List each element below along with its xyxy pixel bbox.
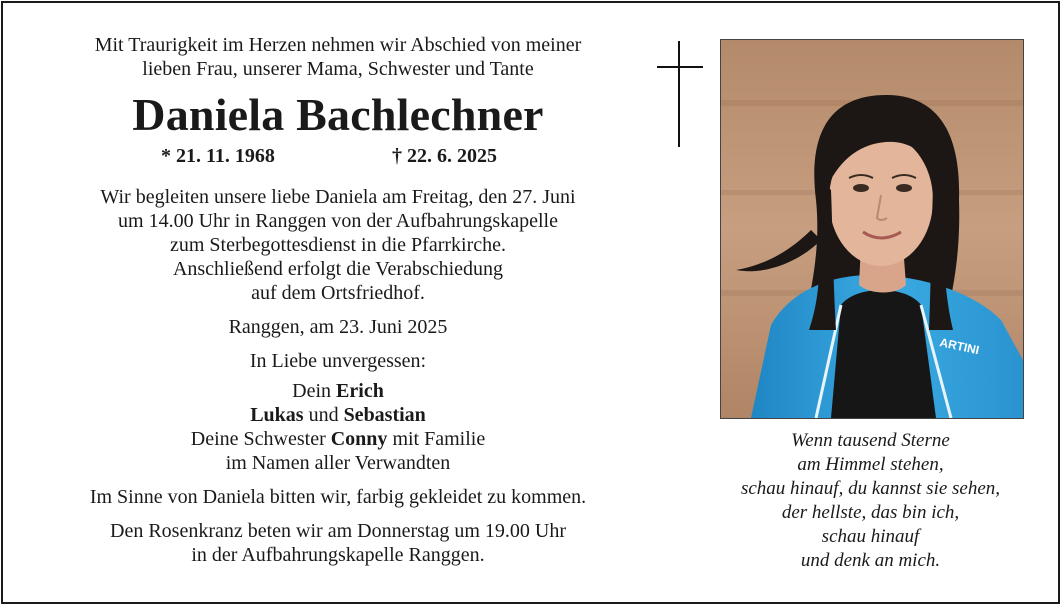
poem-line: der hellste, das bin ich, xyxy=(781,502,960,523)
funeral-line: auf dem Ortsfriedhof. xyxy=(251,282,425,304)
intro-text xyxy=(23,33,653,81)
mourners-list xyxy=(23,349,653,475)
rosary-info xyxy=(23,519,653,567)
mourner-suffix: mit Familie xyxy=(387,428,486,450)
mourner-line xyxy=(23,403,653,427)
mourner-conjunction: und xyxy=(303,404,344,426)
mourner-line: im Namen aller Verwandten xyxy=(225,452,451,474)
intro-line: lieben Frau, unserer Mama, Schwester und Tante xyxy=(142,58,534,80)
deceased-name: Daniela Bachlechner xyxy=(132,89,544,140)
mourner-line xyxy=(23,427,653,451)
poem-line: am Himmel stehen, xyxy=(797,454,944,475)
memorial-poem xyxy=(703,429,1038,573)
mourner-prefix: Deine Schwester xyxy=(190,428,331,450)
poem-line: und denk an mich. xyxy=(800,550,941,571)
mourner-prefix: Dein xyxy=(292,380,337,402)
birth-date: * 21. 11. 1968 xyxy=(161,145,275,167)
portrait-photo xyxy=(720,39,1024,419)
funeral-line: um 14.00 Uhr in Ranggen von der Aufbahrungskapelle xyxy=(118,210,558,232)
poem-line: schau hinauf, du kannst sie sehen, xyxy=(740,478,1001,499)
intro-line: Mit Traurigkeit im Herzen nehmen wir Abschied von meiner xyxy=(94,34,582,56)
life-dates xyxy=(23,145,653,171)
mourner-name: Lukas xyxy=(250,404,304,426)
obituary-text-column xyxy=(23,33,653,567)
mourners-heading: In Liebe unvergessen: xyxy=(249,350,427,372)
rosary-line: Den Rosenkranz beten wir am Donnerstag um 19.00 Uhr xyxy=(110,520,566,542)
obituary-card xyxy=(1,1,1060,604)
poem-line: Wenn tausend Sterne xyxy=(791,430,950,451)
mourner-name: Erich xyxy=(336,380,384,402)
funeral-line: Wir begleiten unsere liebe Daniela am Freitag, den 27. Juni xyxy=(100,186,576,208)
mourner-name: Sebastian xyxy=(343,404,426,426)
place-date: Ranggen, am 23. Juni 2025 xyxy=(228,316,448,338)
mourner-name: Conny xyxy=(330,428,388,450)
funeral-line: Anschließend erfolgt die Verabschiedung xyxy=(172,258,504,280)
jacket-logo-text: ARTINI xyxy=(938,335,981,358)
poem-line: schau hinauf xyxy=(821,526,920,547)
funeral-details xyxy=(23,185,653,305)
cross-icon xyxy=(657,41,703,147)
funeral-line: zum Sterbegottesdienst in die Pfarrkirche. xyxy=(169,234,506,256)
rosary-line: in der Aufbahrungskapelle Ranggen. xyxy=(191,544,485,566)
dress-request: Im Sinne von Daniela bitten wir, farbig gekleidet zu kommen. xyxy=(89,486,587,508)
mourner-line xyxy=(23,379,653,403)
death-date: † 22. 6. 2025 xyxy=(392,145,497,167)
